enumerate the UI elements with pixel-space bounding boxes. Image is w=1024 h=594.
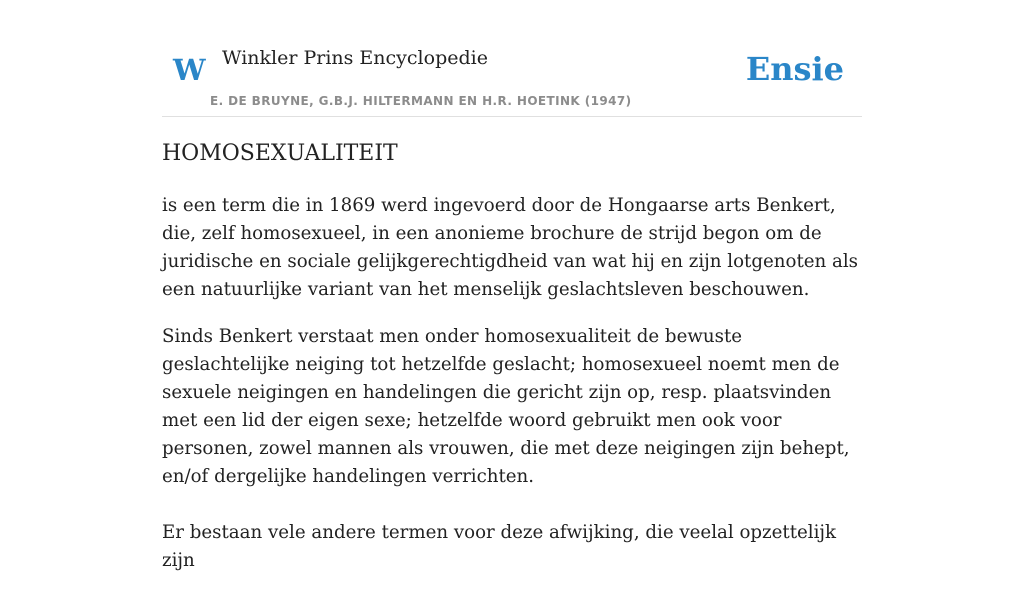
ensie-brand-logo[interactable]: Ensie: [745, 50, 844, 88]
article-body: [162, 192, 862, 594]
article-paragraph: Er bestaan vele andere termen voor deze afwijking, die veelal opzettelijk zijn: [162, 522, 837, 571]
source-header: [162, 0, 862, 117]
winkler-prins-logo-icon[interactable]: W: [173, 53, 206, 87]
article-title: HOMOSEXUALITEIT: [162, 141, 398, 166]
source-authors: E. DE BRUYNE, G.B.J. HILTERMANN EN H.R. HOETINK (1947): [210, 94, 632, 108]
article-paragraph: is een term die in 1869 werd ingevoerd door de Hongaarse arts Benkert, die, zelf homosexueel, in een anonieme brochure de strijd begon om de juridische en sociale gelijkgerechtigdheid van wat hij en zijn lotgenoten als een natuurlijke variant van het menselijk geslachtsleven beschouwen.: [162, 195, 859, 300]
source-title[interactable]: Winkler Prins Encyclopedie: [222, 47, 488, 69]
article-paragraph: Sinds Benkert verstaat men onder homosexualiteit de bewuste geslachtelijke neiging tot hetzelfde geslacht; homosexueel noemt men de sexuele neigingen en handelingen die gericht zijn op, resp. plaatsvinden met een lid der eigen sexe; hetzelfde woord gebruikt men ook voor personen, zowel mannen als vrouwen, die met deze neigingen zijn behept, en/of dergelijke handelingen verrichten.: [162, 326, 850, 487]
encyclopedia-page: [162, 0, 862, 571]
